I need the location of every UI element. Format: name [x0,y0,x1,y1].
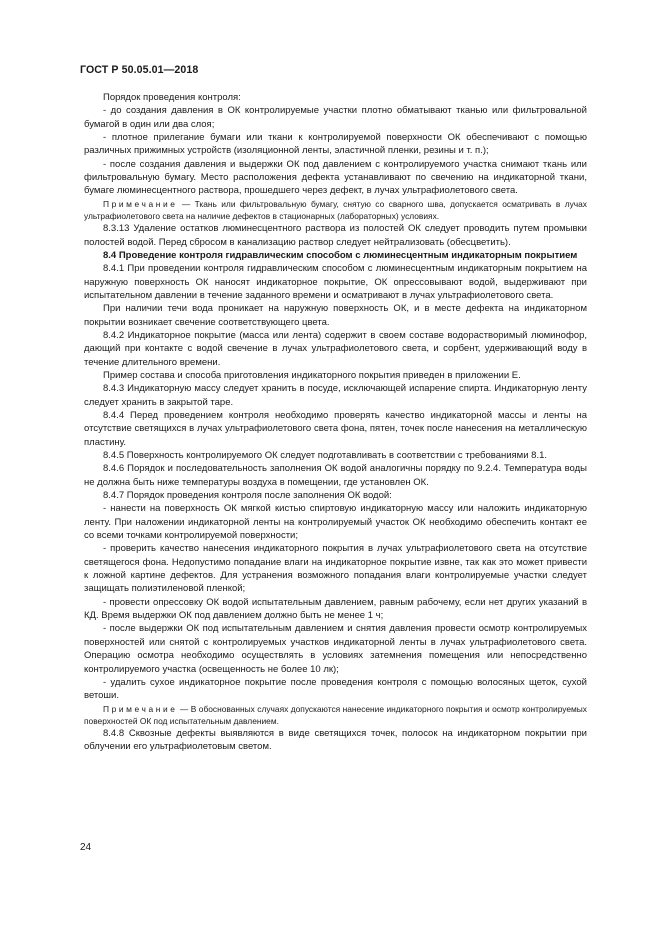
paragraph: 8.4.1 При проведении контроля гидравлическим способом с люминесцентным индикаторным покрытием на наружную поверхность ОК наносят индикаторное покрытие, ОК опрессовывают водой, выдерживают при испытательном давлении в течение заданного времени и осматривают в лучах ультрафиолетового света. [84,263,587,301]
note-text: — В обоснованных случаях допускаются нанесение индикаторного покрытия и осмотр контролируемых поверхностей ОК под испытательным давлением. [84,703,587,726]
paragraph: 8.3.13 Удаление остатков люминесцентного раствора из полостей ОК следует проводить путем промывки полостей водой. Перед сбросом в канализацию раствор следует нейтрализовать (обесцветить). [84,223,587,248]
document-body [84,91,587,754]
paragraph: 8.4.5 Поверхность контролируемого ОК следует подготавливать в соответствии с требованиями 8.1. [103,450,548,461]
paragraph: При наличии течи вода проникает на наружную поверхность ОК, и в месте дефекта на индикаторном покрытии возникает свечение соответствующего цвета. [84,303,587,328]
paragraph: - плотное прилегание бумаги или ткани к контролируемой поверхности ОК обеспечивают с помощью различных прижимных устройств (изоляционной ленты, эластичной пленки, резины и т. п.); [84,132,587,157]
paragraph: Порядок проведения контроля: [103,92,241,103]
paragraph: 8.4.3 Индикаторную массу следует хранить в посуде, исключающей испарение спирта. Индикаторную ленту следует хранить в закрытой таре. [84,383,587,408]
paragraph: - проверить качество нанесения индикаторного покрытия в лучах ультрафиолетового света на отсутствие светящегося фона. Недопустимо попадание влаги на индикаторное покрытие извне, так как это может привести к ложной картине дефектов. Для устранения возможного попадания влаги контролируемые участки следует защищать полиэтиленовой пленкой; [84,543,587,595]
paragraph: - до создания давления в ОК контролируемые участки плотно обматывают тканью или фильтровальной бумагой в один или два слоя; [84,105,587,130]
page-number: 24 [80,842,92,853]
paragraph: 8.4.2 Индикаторное покрытие (масса или лента) содержит в своем составе водорастворимый люминофор, дающий при контакте с водой свечение в лучах ультрафиолетового света, и сорбент, удерживающий воду в течение длительного времени. [84,329,587,368]
paragraph: 8.4.8 Сквозные дефекты выявляются в виде светящихся точек, полосок на индикаторном покрытии при облучении его ультрафиолетовым светом. [84,727,587,753]
paragraph: - нанести на поверхность ОК мягкой кистью спиртовую индикаторную массу или наложить индикаторную ленту. При наложении индикаторной ленты на контролируемый участок ОК необходимо обеспечить контакт ее со всеми точками контролируемой поверхности; [84,503,587,542]
note-text: — Ткань или фильтровальную бумагу, снятую со сварного шва, допускается осматривать в лучах ультрафиолетового света на наличие дефектов в стационарных (лабораторных) условиях. [84,198,587,221]
paragraph: 8.4.6 Порядок и последовательность заполнения ОК водой аналогичны порядку по 9.2.4. Температура воды не должна быть ниже температуры воздуха в помещении, где установлен ОК. [84,463,587,488]
paragraph: - после выдержки ОК под испытательным давлением и снятия давления провести осмотр контролируемых поверхностей или снятой с контролируемых участков индикаторной ленты в лучах ультрафиолетового света. Операцию осмотра необходимо осуществлять в условиях затемнения помещения или непосредственно контролируемого участка (освещенность не более 10 лк); [84,623,587,675]
note-label: Примечание [103,198,178,209]
paragraph: - после создания давления и выдержки ОК под давлением с контролируемого участка снимают ткань или фильтровальную бумагу. Место расположения дефекта устанавливают по свечению на индикаторной ткани, бумаге люминесцентного раствора, прошедшего через дефект, в лучах ультрафиолетового света. [84,158,587,197]
document-code: ГОСТ Р 50.05.01—2018 [80,64,199,76]
note-label: Примечание [103,703,178,714]
paragraph: - провести опрессовку ОК водой испытательным давлением, равным рабочему, если нет других указаний в КД. Время выдержки ОК под давлением должно быть не менее 1 ч; [84,596,587,622]
section-heading: 8.4 Проведение контроля гидравлическим способом с люминесцентным индикаторным покрытием [103,249,578,261]
paragraph: - удалить сухое индикаторное покрытие после проведения контроля с помощью волосяных щеток, сухой ветоши. [84,676,587,702]
note [84,703,587,727]
paragraph: 8.4.4 Перед проведением контроля необходимо проверять качество индикаторной массы и ленты на отсутствие светящихся в лучах ультрафиолетового света фона, пятен, точек после нанесения на металлическую пластину. [84,409,587,448]
paragraph: 8.4.7 Порядок проведения контроля после заполнения ОК водой: [103,490,392,502]
paragraph: Пример состава и способа приготовления индикаторного покрытия приведен в приложении Е. [103,369,521,381]
note [84,198,587,222]
